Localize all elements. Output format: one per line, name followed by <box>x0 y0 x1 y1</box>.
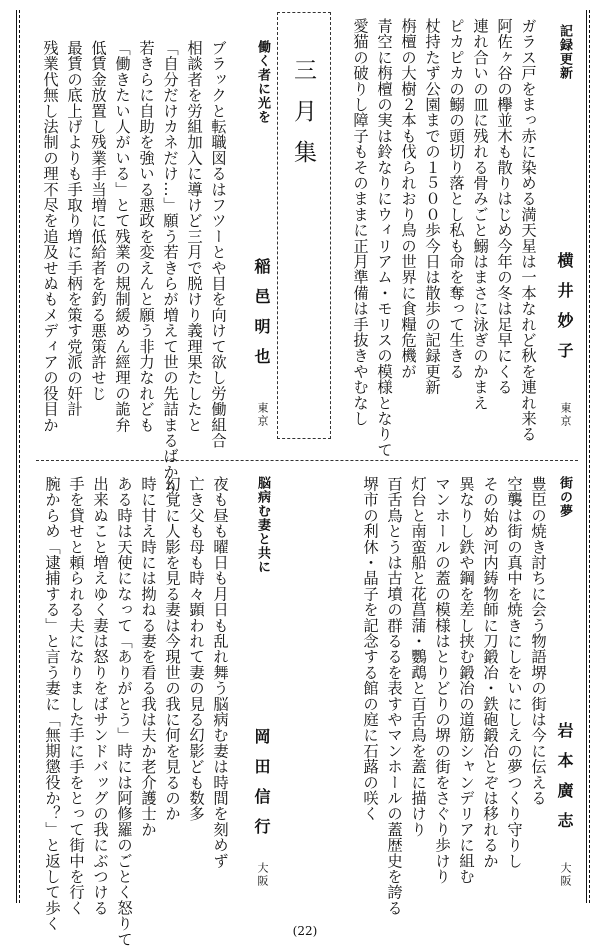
poem-line: 残業代無し法制の理不尽を追及せぬもメディアの役目か <box>41 40 59 433</box>
poem-line: 出来ぬこと増えゆく妻は怒りをばサンドバッグの我にぶつける <box>91 476 109 916</box>
poem-line: 幻覚に人影を見る妻は今現世の我に何を見るのか <box>163 476 181 822</box>
poem-line: 亡き父も母も時々顕われて妻の見る幻影ども数多 <box>187 476 205 822</box>
poem-line: 夜も昼も曜日も月日も乱れ舞う脳病む妻は時間を刻めず <box>211 476 229 869</box>
left-border-rule <box>16 10 23 903</box>
poem-author: 岩本廣志 <box>555 722 574 842</box>
poem-line: 百舌鳥とうは古墳の群るるを表すやマンホールの蓋歴史を誇る <box>385 476 403 916</box>
poem-title: 街の夢 <box>557 476 572 518</box>
poem-place: 大阪 <box>256 862 269 888</box>
poem-lines <box>358 476 550 916</box>
poem-line: 愛猫の破りし障子もそのままに正月準備は手抜きやむなし <box>351 18 369 427</box>
poem-line: 杖持たず公園までの１５００歩今日は散歩の記録更新 <box>423 18 441 395</box>
poem-line: ガラス戸をまっ赤に染める満天星は一本なれど秋を連れ来る <box>519 18 537 442</box>
poem-line: その始め河内鋳物師に刀鍛冶・鉄砲鍛冶とぞは移れるか <box>481 476 499 869</box>
poem-title: 脳病む妻と共に <box>255 476 270 574</box>
poem-lines <box>38 40 230 496</box>
poem-line: 「働きたい人がいる」とて残業の規制緩めん經理の詭弁 <box>113 40 131 433</box>
section-title: 三月集 <box>290 58 316 181</box>
poem-line: マンホールの蓋の模様はとりどりの堺の街をさぐり歩けり <box>433 476 451 885</box>
poem-title: 記録更新 <box>557 24 572 80</box>
poem-line: 豊臣の焼き討ちに会う物語堺の街は今に伝える <box>529 476 547 806</box>
poem-place: 東京 <box>559 402 572 428</box>
poem-place: 大阪 <box>559 862 572 888</box>
poem-lines <box>348 18 540 458</box>
poem-line: 低賃金放置し残業手当増に低給者を釣る悪策許せじ <box>89 40 107 402</box>
poem-line: ある時は天使になって「ありがとう」時には阿修羅のごとく怒りて <box>115 476 133 947</box>
poem-line: 若きらに自助を強いる悪政を変えんと願う非力なれども <box>137 40 155 433</box>
poem-author: 岡田信行 <box>252 728 271 848</box>
poem-line: 「自分だけカネだけ…」願う若きらが増えて世の先詰まるばかり <box>161 40 179 496</box>
poem-author: 横井妙子 <box>555 252 574 372</box>
poem-line: ブラックと転職図るはフツーとや目を向けて欲し労働組合 <box>209 40 227 449</box>
poem-lines <box>40 476 232 947</box>
horizontal-divider <box>36 460 578 461</box>
poem-line: 相談者を労組加入に導けど三月で脱けり義理果たしたと <box>185 40 203 433</box>
poem-line: 灯台と南蛮船と花菖蒲・鸚鵡と百舌鳥を蓋に描けり <box>409 476 427 838</box>
poem-line: 手を貸せと頼られる夫になりました手に手をとって街中を行く <box>67 476 85 916</box>
poem-line: 栴檀の大樹２本も伐られおり鳥の世界に食糧危機が <box>399 18 417 380</box>
poem-line: 堺市の利休・晶子を記念する館の庭に石蕗の咲く <box>361 476 379 822</box>
poem-line: 空襲は街の真中を焼きにしをいにしえの夢つくり守りし <box>505 476 523 869</box>
poem-line: 阿佐ヶ谷の欅並木も散りはじめ今年の冬は足早にくる <box>495 18 513 395</box>
poem-line: 異なりし鉄や鋼を差し挟む鍛冶の道筋シャンデリアに組む <box>457 476 475 885</box>
poem-line: 連れ合いの皿に残れる骨みごと鰯はまさに泳ぎのかまえ <box>471 18 489 411</box>
poem-line: 最賃の底上げよりも手取り増に手柄を策す党派の奸計 <box>65 40 83 417</box>
poem-line: 時に甘え時には拗ねる妻を看る我は夫か老介護士か <box>139 476 157 838</box>
poem-title: 働く者に光を <box>255 40 270 124</box>
right-border-rule <box>586 10 593 903</box>
page-number: (22) <box>292 924 318 938</box>
poem-line: 青空に栴檀の実は鈴なりにウィリアム・モリスの模様となりて <box>375 18 393 458</box>
poem-line: 腕からめ「逮捕する」と言う妻に「無期懲役か？」と返して歩く <box>43 476 61 932</box>
poem-place: 東京 <box>256 402 269 428</box>
poem-line: ピカピカの鰯の頭切り落とし私も命を奪って生きる <box>447 18 465 380</box>
poem-author: 稲邑明也 <box>252 258 271 378</box>
